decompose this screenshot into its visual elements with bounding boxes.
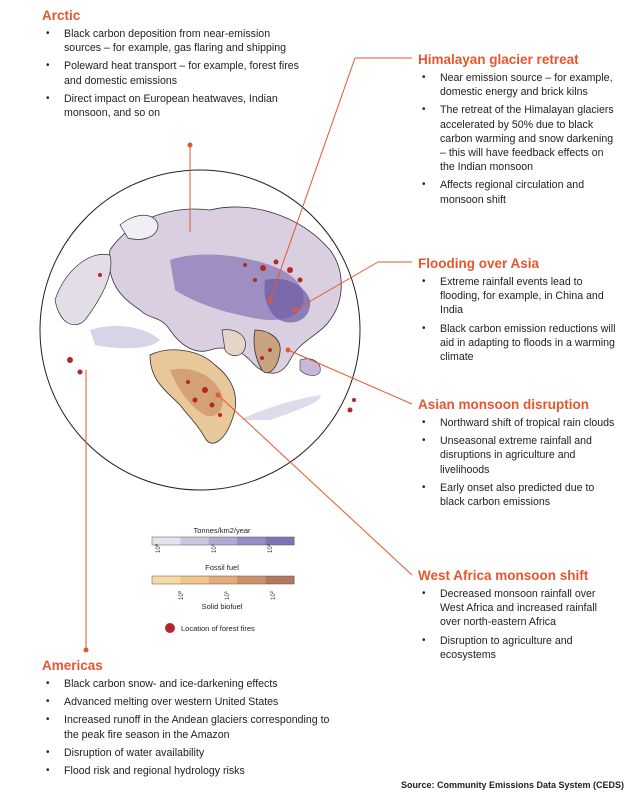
himalaya-section: [418, 52, 618, 211]
list-item: • Black carbon emission reductions will aid in adapting to floods in a warming climate: [418, 322, 618, 365]
list-item: • Black carbon deposition from near-emission sources – for example, gas flaring and shipping: [42, 27, 302, 55]
list-item: • Flood risk and regional hydrology risks: [42, 764, 332, 778]
fossil-label: Fossil fuel: [205, 563, 239, 572]
list-item: • Black carbon snow- and ice-darkening effects: [42, 677, 332, 691]
fire-label: Location of forest fires: [181, 624, 255, 633]
legend-unit: Tonnes/km2/year: [193, 526, 251, 535]
list-item: • Increased runoff in the Andean glaciers corresponding to the peak fire season in the Amazon: [42, 713, 332, 741]
list-item: • Advanced melting over western United States: [42, 695, 332, 709]
bioBar-swatch: [237, 576, 266, 584]
list-item: • Disruption of water availability: [42, 746, 332, 760]
bioBar-swatch: [180, 576, 209, 584]
list-item: • Direct impact on European heatwaves, Indian monsoon, and so on: [42, 92, 302, 120]
list-item: • Northward shift of tropical rain clouds: [418, 416, 618, 430]
asian-title: Asian monsoon disruption: [418, 397, 589, 412]
flood-section: [418, 256, 618, 368]
americas-list: [42, 677, 332, 778]
fossil-tick-2: $10^2$: [265, 543, 274, 553]
bioBar-swatch: [266, 576, 295, 584]
arctic-section: [42, 8, 302, 124]
biofuel-tick-2: $10^2$: [268, 590, 277, 600]
arctic-title: Arctic: [42, 8, 81, 23]
asian-monsoon-section: [418, 397, 618, 513]
west-africa-section: [418, 568, 618, 666]
bioBar-swatch: [209, 576, 238, 584]
biofuel-label: Solid biofuel: [201, 602, 243, 611]
americas-title: Americas: [42, 658, 103, 673]
biofuel-tick-0: $10^0$: [176, 590, 185, 600]
bioBar-swatch: [152, 576, 181, 584]
asian-list: [418, 416, 618, 509]
fossilBar-swatch: [237, 537, 266, 545]
biofuel-tick-1: $10^1$: [222, 590, 231, 600]
flood-title: Flooding over Asia: [418, 256, 540, 271]
list-item: • Extreme rainfall events lead to flooding, for example, in China and India: [418, 275, 618, 318]
himalaya-title: Himalayan glacier retreat: [418, 52, 579, 67]
list-item: • The retreat of the Himalayan glaciers accelerated by 50% due to black carbon warming and snow darkening – this will have feedback effects on the Indian monsoon: [418, 103, 618, 174]
fossil-tick-1: $10^1$: [209, 543, 218, 553]
himalaya-list: [418, 71, 618, 207]
solid-biofuel-colorbar: [152, 576, 295, 584]
americas-section: [42, 658, 332, 782]
fossil-tick-0: $10^0$: [153, 543, 162, 553]
fossilBar-swatch: [180, 537, 209, 545]
forest-fire-legend-dot: [165, 623, 175, 633]
flood-list: [418, 275, 618, 364]
arctic-list: [42, 27, 302, 120]
source-credit: Source: Community Emissions Data System (CEDS): [400, 780, 624, 790]
list-item: • Decreased monsoon rainfall over West Africa and increased rainfall over north-eastern Africa: [418, 587, 618, 630]
westafrica-list: [418, 587, 618, 662]
list-item: • Disruption to agriculture and ecosystems: [418, 634, 618, 662]
list-item: • Early onset also predicted due to black carbon emissions: [418, 481, 618, 509]
fossil-fuel-colorbar: [152, 537, 295, 545]
list-item: • Poleward heat transport – for example, forest fires and domestic emissions: [42, 59, 302, 87]
list-item: • Unseasonal extreme rainfall and disruptions in agriculture and livelihoods: [418, 434, 618, 477]
list-item: • Affects regional circulation and monsoon shift: [418, 178, 618, 206]
westafrica-title: West Africa monsoon shift: [418, 568, 589, 583]
legend: [152, 526, 295, 633]
list-item: • Near emission source – for example, domestic energy and brick kilns: [418, 71, 618, 99]
